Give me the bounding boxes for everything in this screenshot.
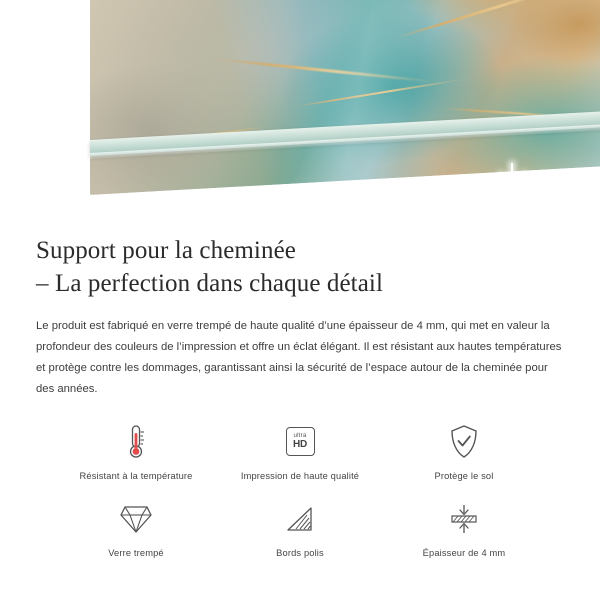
diamond-icon xyxy=(118,499,154,539)
feature-label: Verre trempé xyxy=(108,547,164,558)
glass-panel-artwork xyxy=(90,0,600,195)
gold-vein xyxy=(393,0,588,40)
hero-image xyxy=(0,0,600,212)
ultra-hd-badge-bottom: HD xyxy=(292,439,308,451)
feature-item-floor-protection xyxy=(382,422,546,481)
feature-item-thickness xyxy=(382,499,546,558)
gold-vein xyxy=(211,57,439,83)
feature-item-temperature-resistant xyxy=(54,422,218,481)
feature-label: Résistant à la température xyxy=(79,470,193,481)
page-title xyxy=(36,234,564,300)
ultra-hd-icon xyxy=(286,422,315,462)
feature-label: Protège le sol xyxy=(434,470,494,481)
shield-check-icon xyxy=(449,422,479,462)
feature-label: Bords polis xyxy=(276,547,324,558)
ultra-hd-badge-top: ultra xyxy=(293,431,307,439)
feature-item-tempered-glass xyxy=(54,499,218,558)
feature-item-print-quality xyxy=(218,422,382,481)
thickness-4mm-icon xyxy=(447,499,481,539)
feature-grid xyxy=(36,422,564,558)
headline-line-2: – La perfection dans chaque détail xyxy=(36,270,383,297)
thermometer-icon xyxy=(123,422,149,462)
gold-vein xyxy=(290,77,469,108)
content-block xyxy=(0,234,600,558)
description-paragraph: Le produit est fabriqué en verre trempé de haute qualité d’une épaisseur de 4 mm, qui met en valeur la profondeur des couleurs de l’impression et offre un éclat élégant. Il est résistant aux hautes températures et protège contre les dommages, garantissant ainsi la sécurité de l’espace autour de la cheminée pour des années. xyxy=(36,320,562,395)
headline-line-1: Support pour la cheminée xyxy=(36,237,296,264)
feature-item-polished-edges xyxy=(218,499,382,558)
feature-label: Impression de haute qualité xyxy=(240,470,360,481)
polished-edges-icon xyxy=(284,499,316,539)
feature-label: Épaisseur de 4 mm xyxy=(422,547,506,558)
